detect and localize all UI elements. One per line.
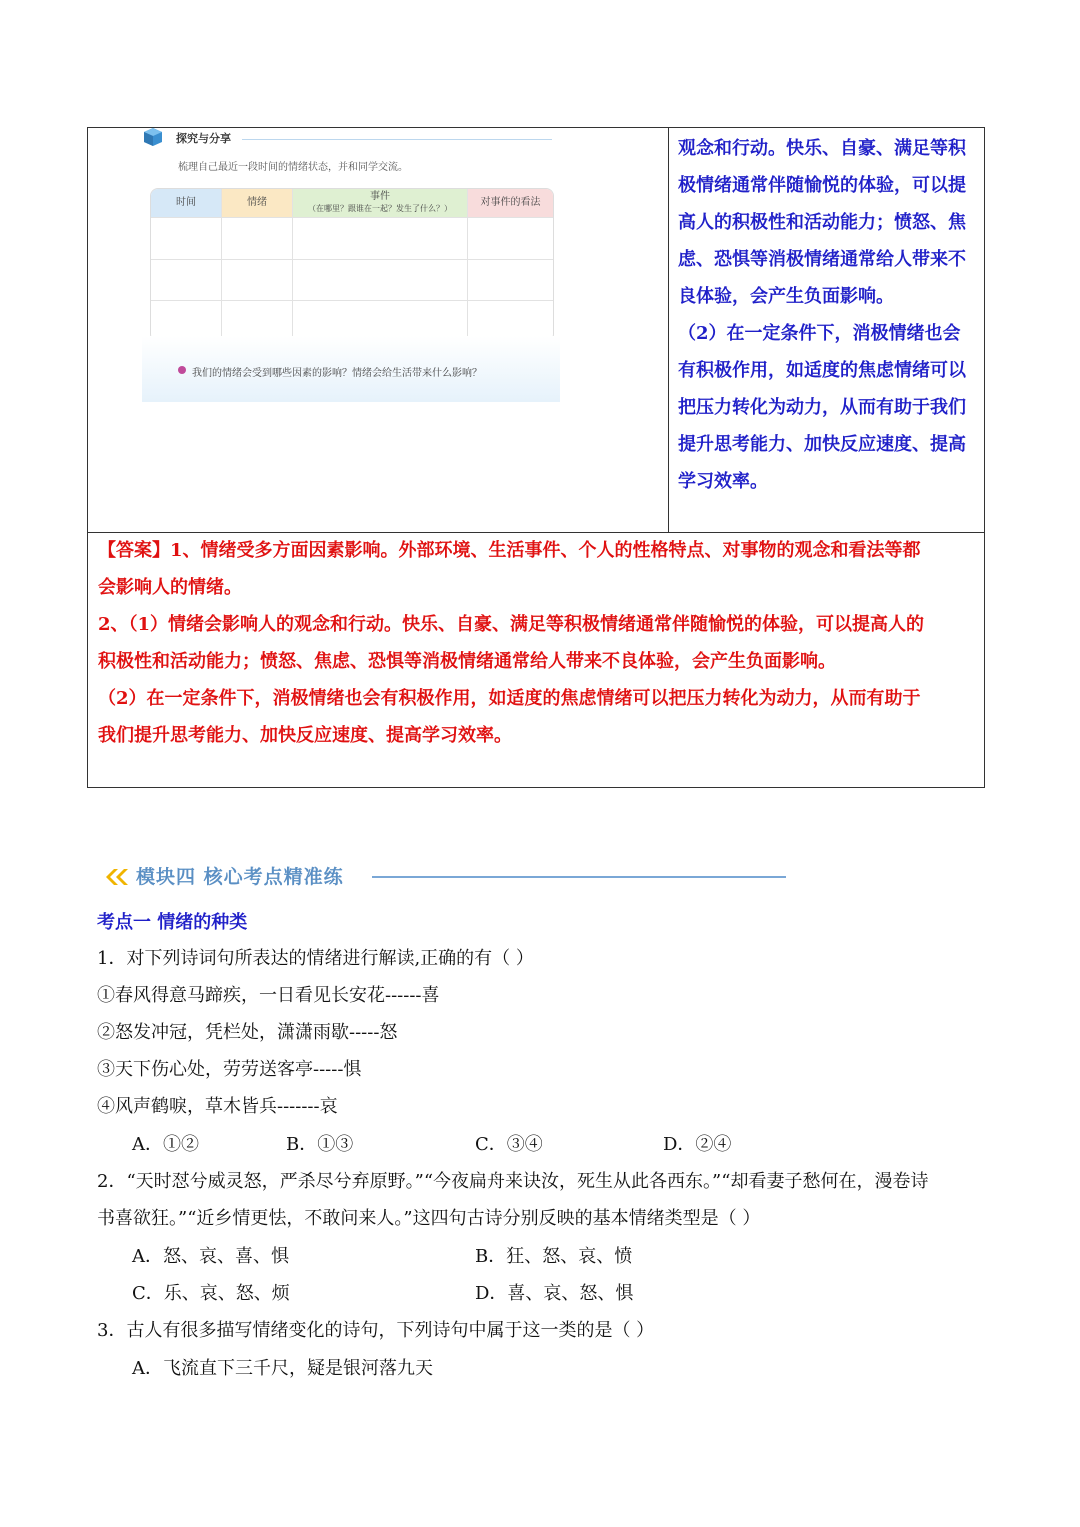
table-hline <box>151 259 553 260</box>
emotion-table <box>150 188 554 342</box>
q1-item: ①春风得意马蹄疾，一日看见长安花------喜 <box>97 985 440 1006</box>
table-vline <box>221 189 222 341</box>
book-title: 探究与分享 <box>176 132 231 145</box>
q1-option-b: B．①③ <box>286 1134 354 1155</box>
book-question: 我们的情绪会受到哪些因素的影响？情绪会给生活带来什么影响？ <box>192 368 482 379</box>
q1-item: ③天下伤心处，劳劳送客亭-----惧 <box>97 1059 362 1080</box>
answer-line: 积极性和活动能力；愤怒、焦虑、恐惧等消极情绪通常给人带来不良体验，会产生负面影响。 <box>98 651 836 672</box>
answer-line: 2、（1）情绪会影响人的观念和行动。快乐、自豪、满足等积极情绪通常伴随愉悦的体验，可以提高人的 <box>98 614 925 635</box>
right-column-text <box>678 130 978 500</box>
right-line: 极情绪通常伴随愉悦的体验，可以提 <box>678 175 966 196</box>
table-header-view: 对事件的看法 <box>468 189 553 217</box>
q2-stem-line2: 书喜欲狂。”“近乡情更怯，不敢问来人。”这四句古诗分别反映的基本情绪类型是（ ） <box>97 1208 761 1229</box>
q1-option-c: C．③④ <box>475 1134 543 1155</box>
book-title-line <box>242 139 552 140</box>
right-line: 学习效率。 <box>678 471 768 492</box>
q1-item: ②怒发冲冠，凭栏处，潇潇雨歇-----怒 <box>97 1022 398 1043</box>
cube-icon <box>142 126 164 148</box>
table-vline <box>292 189 293 341</box>
double-chevron-icon <box>104 866 132 888</box>
answer-line: （2）在一定条件下，消极情绪也会有积极作用，如适度的焦虑情绪可以把压力转化为动力，从而有助于 <box>98 688 921 709</box>
q1-item: ④风声鹤唳，草木皆兵-------哀 <box>97 1096 338 1117</box>
right-line: 有积极作用，如适度的焦虑情绪可以 <box>678 360 966 381</box>
q2-option-b: B．狂、怒、哀、愤 <box>475 1246 633 1267</box>
book-desc: 梳理自己最近一段时间的情绪状态，并和同学交流。 <box>178 162 408 173</box>
table-header-event <box>293 189 467 217</box>
right-line: 良体验，会产生负面影响。 <box>678 286 894 307</box>
q2-option-d: D．喜、哀、怒、惧 <box>475 1283 634 1304</box>
table-vline <box>467 189 468 341</box>
table-hline <box>151 217 553 218</box>
section-heading: 考点一 情绪的种类 <box>97 912 248 933</box>
q2-stem-line1: 2．“天时怼兮威灵怒，严杀尽兮弃原野。”“今夜扁舟来诀汝，死生从此各西东。”“却看妻子愁何在，漫卷诗 <box>97 1171 929 1192</box>
right-line: 把压力转化为动力，从而有助于我们 <box>678 397 966 418</box>
answer-line: 【答案】1、情绪受多方面因素影响。外部环境、生活事件、个人的性格特点、对事物的观念和看法等都 <box>98 540 921 561</box>
event-label: 事件 <box>370 191 390 202</box>
module-title: 模块四 核心考点精准练 <box>136 866 344 888</box>
q1-option-d: D．②④ <box>663 1134 732 1155</box>
right-line: （2）在一定条件下，消极情绪也会 <box>678 323 961 344</box>
module-line <box>372 876 786 878</box>
q2-option-c: C．乐、哀、怒、烦 <box>132 1283 290 1304</box>
textbook-image <box>142 128 560 402</box>
answer-line: 会影响人的情绪。 <box>98 577 242 598</box>
column-divider <box>668 128 669 533</box>
q3-stem: 3．古人有很多描写情绪变化的诗句，下列诗句中属于这一类的是（ ） <box>97 1320 655 1341</box>
q1-stem: 1．对下列诗词句所表达的情绪进行解读,正确的有（ ） <box>97 948 534 969</box>
answer-block <box>98 532 978 754</box>
right-line: 观念和行动。快乐、自豪、满足等积 <box>678 138 966 159</box>
content-table <box>87 127 985 788</box>
answer-line: 我们提升思考能力、加快反应速度、提高学习效率。 <box>98 725 512 746</box>
right-line: 提升思考能力、加快反应速度、提高 <box>678 434 966 455</box>
right-line: 高人的积极性和活动能力；愤怒、焦 <box>678 212 966 233</box>
q3-option-a: A．飞流直下三千尺，疑是银河落九天 <box>132 1358 433 1379</box>
table-header-emotion: 情绪 <box>222 189 292 217</box>
module-heading <box>104 862 794 892</box>
right-line: 虑、恐惧等消极情绪通常给人带来不 <box>678 249 966 270</box>
table-header-time: 时间 <box>151 189 221 217</box>
table-hline <box>151 300 553 301</box>
q2-option-a: A．怒、哀、喜、惧 <box>132 1246 289 1267</box>
event-sub: （在哪里？跟谁在一起？发生了什么？） <box>308 204 452 213</box>
bullet-icon <box>178 366 186 374</box>
q1-option-a: A．①② <box>132 1134 199 1155</box>
